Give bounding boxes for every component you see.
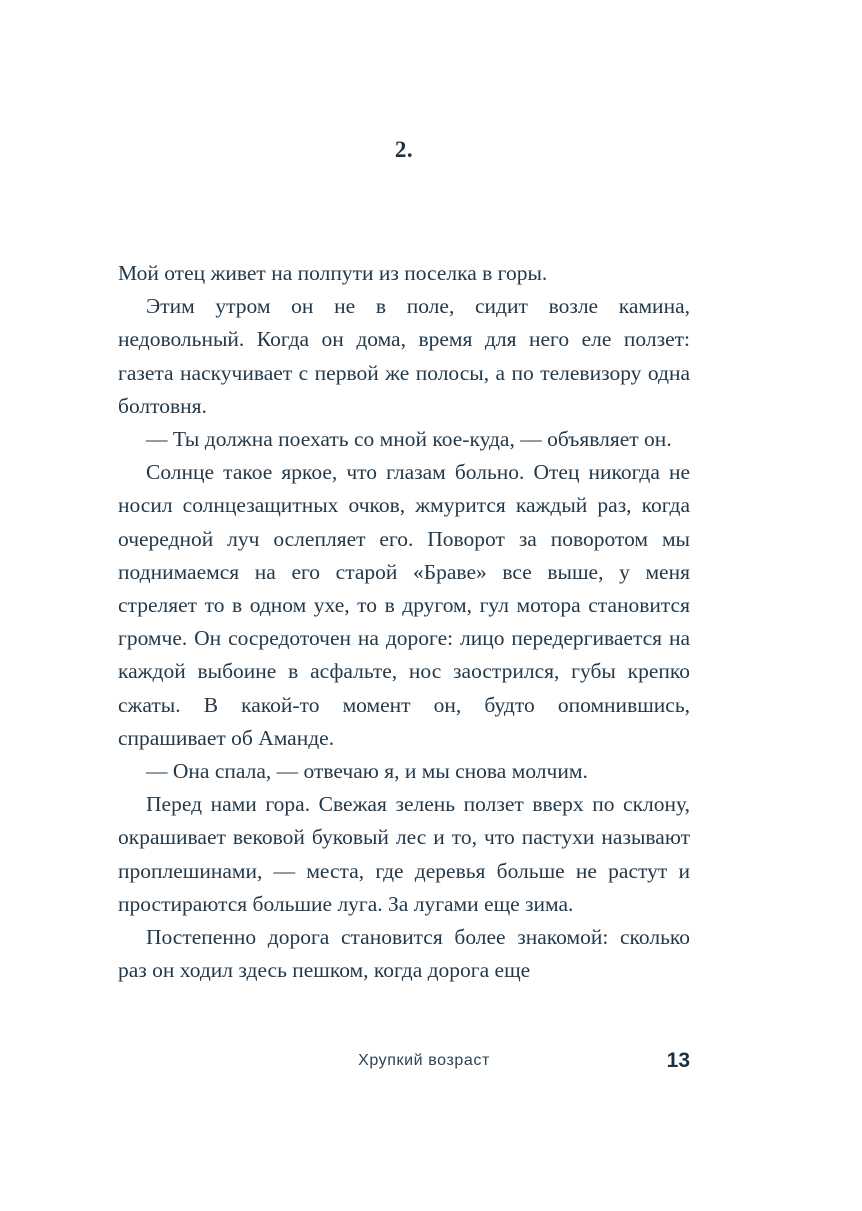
paragraph: — Ты должна поехать со мной кое-куда, — объявляет он. bbox=[146, 427, 672, 452]
page-number: 13 bbox=[666, 1049, 690, 1072]
paragraph: Перед нами гора. Свежая зелень ползет вверх по склону, окрашивает вековой буковый лес и то, что пастухи называют проплешинами, — места, где деревья больше не растут и простираются большие луга. За лугами еще зима. bbox=[118, 792, 690, 916]
chapter-number: 2. bbox=[394, 137, 414, 162]
running-title: Хрупкий возраст bbox=[358, 1052, 490, 1069]
body-text bbox=[118, 163, 690, 987]
paragraph: Этим утром он не в поле, сидит возле камина, недовольный. Когда он дома, время для него еле ползет: газета наскучивает с первой же полосы, а по телевизору одна болтовня. bbox=[118, 294, 690, 418]
page-content bbox=[118, 0, 690, 1211]
paragraph: Мой отец живет на полпути из поселка в горы. bbox=[118, 261, 548, 285]
page-footer bbox=[118, 1049, 690, 1078]
paragraph: — Она спала, — отвечаю я, и мы снова молчим. bbox=[146, 759, 588, 784]
paragraph: Постепенно дорога становится более знакомой: сколько раз он ходил здесь пешком, когда дорога еще bbox=[118, 925, 690, 983]
paragraph: Солнце такое яркое, что глазам больно. Отец никогда не носил солнцезащитных очков, жмурится каждый раз, когда очередной луч ослепляет его. Поворот за поворотом мы поднимаемся на его старой «Браве» все выше, у меня стреляет то в одном ухе, то в другом, гул мотора становится громче. Он сосредоточен на дороге: лицо передергивается на каждой выбоине в асфальте, нос заострился, губы крепко сжаты. В какой-то момент он, будто опомнившись, спрашивает об Аманде. bbox=[118, 460, 690, 750]
